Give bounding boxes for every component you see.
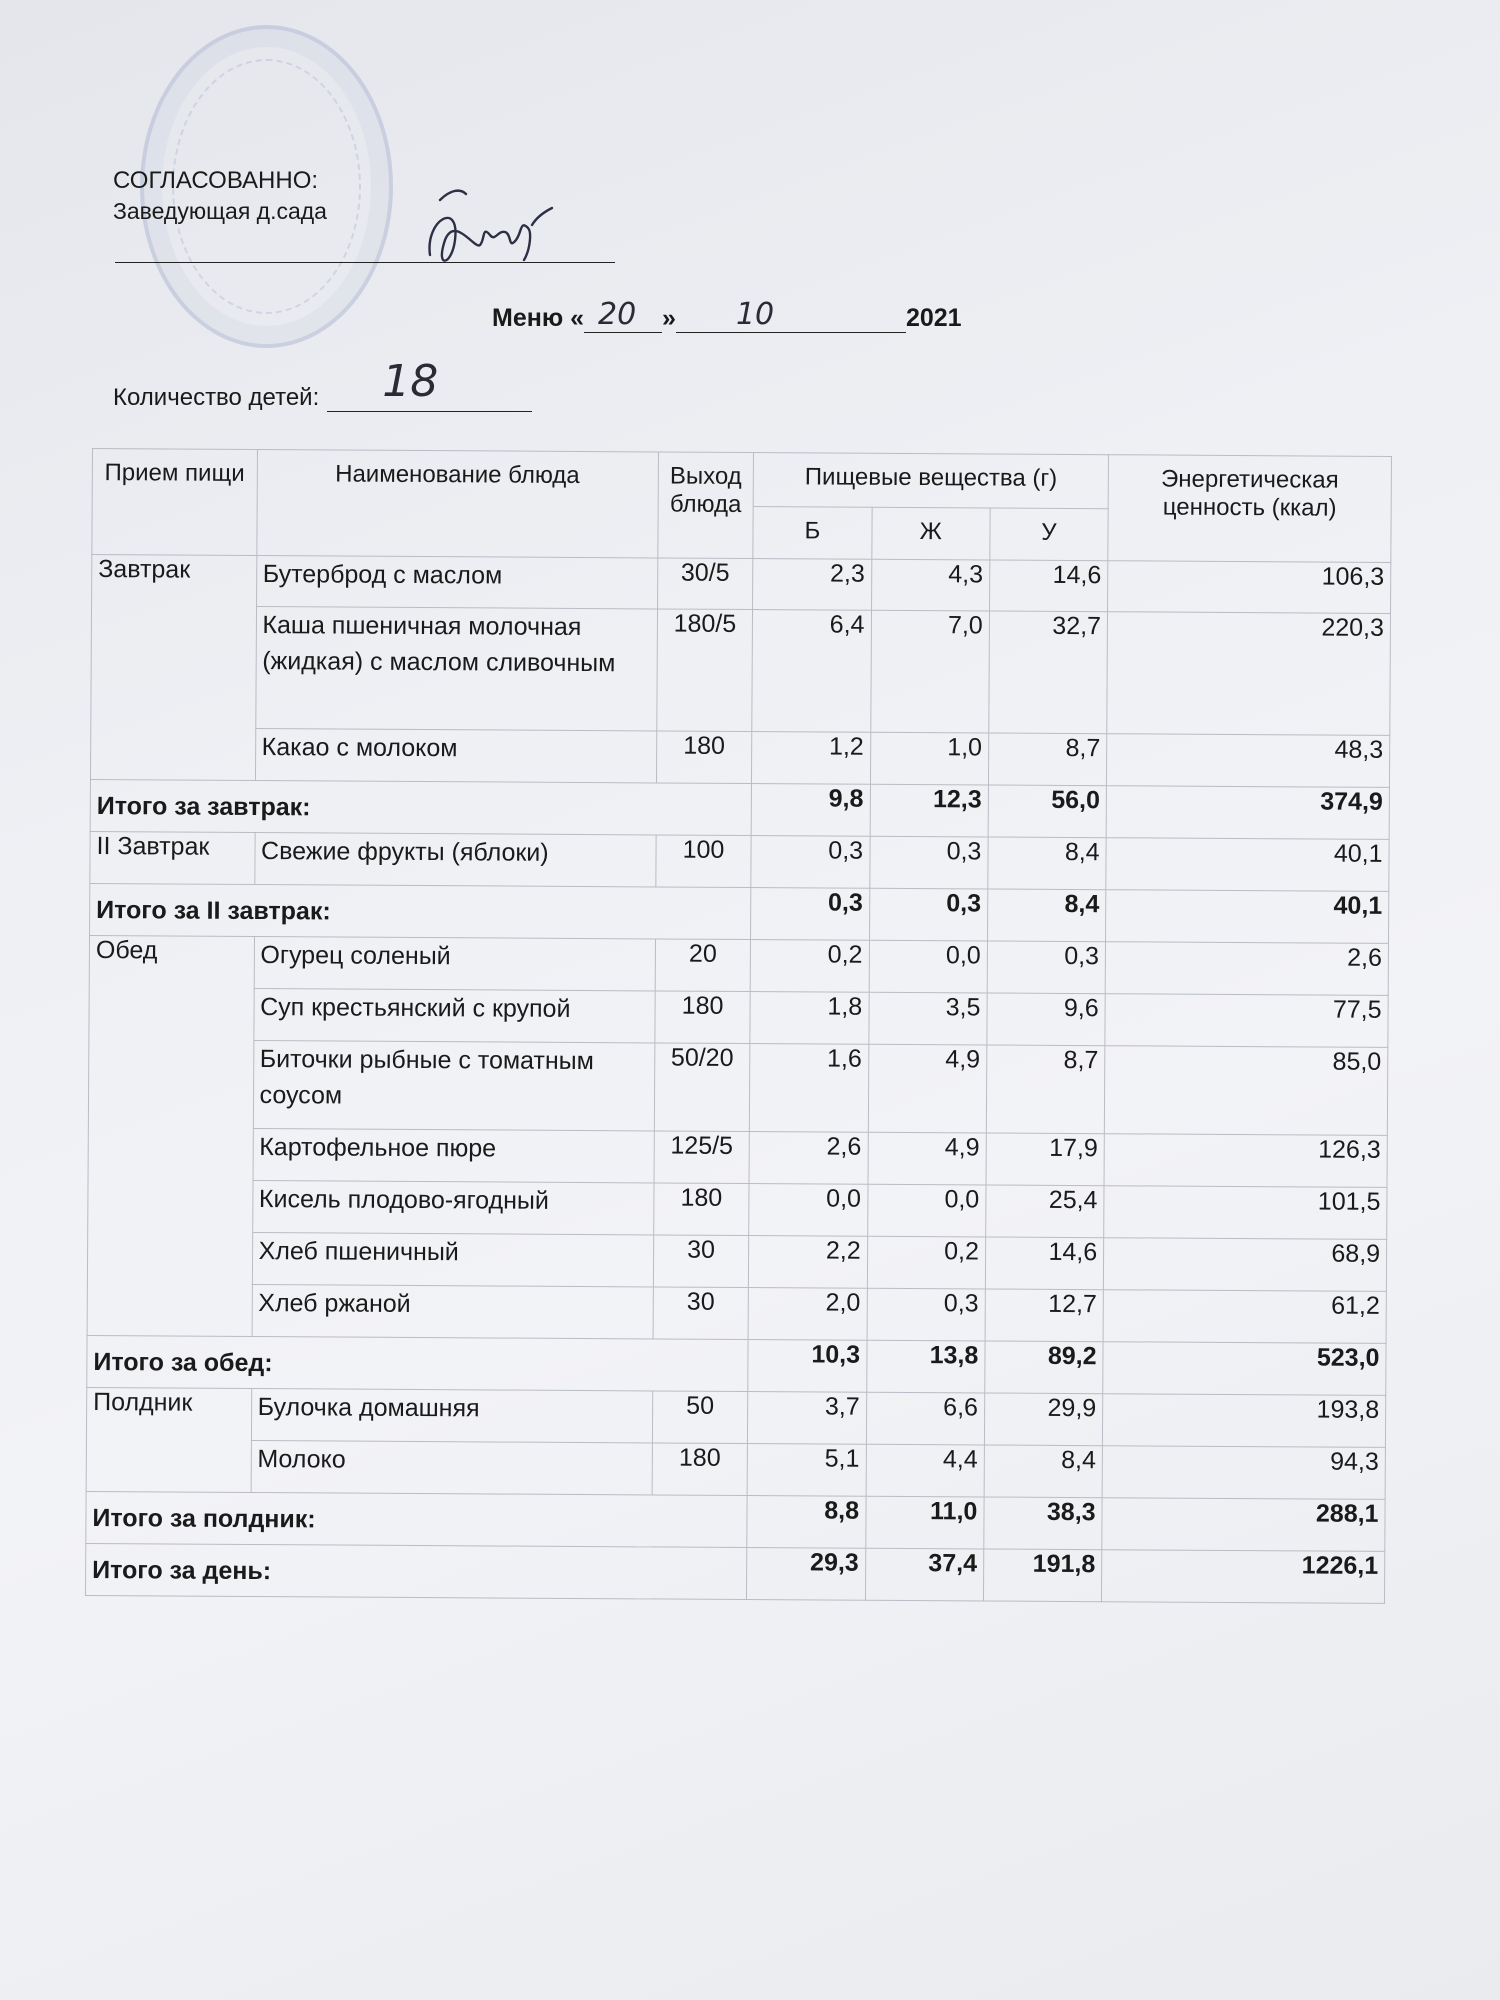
table-row: Какао с молоком 180 1,2 1,0 8,7 48,3 [90,727,1389,787]
table-row: Молоко 180 5,1 4,4 8,4 94,3 [86,1439,1385,1499]
children-count-row [113,356,532,412]
total-row-breakfast2: Итого за II завтрак: 0,3 0,3 8,4 40,1 [90,883,1389,943]
table-row: Обед Огурец соленый 20 0,2 0,0 0,3 2,6 [89,935,1388,995]
total-row-snack: Итого за полдник: 8,8 11,0 38,3 288,1 [86,1491,1385,1551]
signature-line [115,262,615,263]
total-row-breakfast: Итого за завтрак: 9,8 12,3 56,0 374,9 [90,779,1389,839]
menu-year: 2021 [905,304,962,332]
col-carbs-header: У [990,508,1109,561]
meal-snack: Полдник [86,1387,251,1492]
table-row: Кисель плодово-ягодный 180 0,0 0,0 25,4 101,5 [88,1179,1387,1239]
total-row-day: Итого за день: 29,3 37,4 191,8 1226,1 [85,1543,1384,1603]
approval-block [113,165,327,227]
menu-title: Меню « 20 » 10 2021 [492,297,962,332]
menu-table [85,448,1392,1604]
meal-lunch: Обед [87,935,254,1336]
meal-breakfast2: II Завтрак [90,831,255,884]
col-nutrients-header: Пищевые вещества (г) [753,453,1108,509]
table-row: Каша пшеничная молочная (жидкая) с маслом сливочным 180/5 6,4 7,0 32,7 220,3 [91,606,1391,736]
col-name-header: Наименование блюда [256,450,658,558]
table-row: Хлеб пшеничный 30 2,2 0,2 14,6 68,9 [87,1231,1386,1291]
table-row: II Завтрак Свежие фрукты (яблоки) 100 0,3 0,3 8,4 40,1 [90,831,1389,891]
children-count: 18 [382,356,439,407]
table-row: Хлеб ржаной 30 2,0 0,3 12,7 61,2 [87,1283,1386,1343]
menu-day: 20 [598,297,637,332]
meal-breakfast: Завтрак [90,555,256,781]
total-row-lunch: Итого за обед: 10,3 13,8 89,2 523,0 [87,1335,1386,1395]
table-row: Полдник Булочка домашняя 50 3,7 6,6 29,9 193,8 [86,1387,1385,1447]
approval-role: Заведующая д.сада [113,198,327,224]
approval-title: СОГЛАСОВАННО: [113,167,319,194]
children-label: Количество детей: [113,384,320,411]
table-row: Суп крестьянский с крупой 180 1,8 3,5 9,6 77,5 [89,987,1388,1047]
table-row: Картофельное пюре 125/5 2,6 4,9 17,9 126,3 [88,1127,1387,1187]
col-energy-header: Энергетическая ценность (ккал) [1108,455,1392,563]
col-fat-header: Ж [871,507,990,560]
signature-icon [420,180,560,290]
table-row: Биточки рыбные с томатным соусом 50/20 1,6 4,9 8,7 85,0 [88,1039,1388,1135]
menu-month: 10 [735,297,775,332]
col-output-header: Выход блюда [657,452,753,559]
table-row: Завтрак Бутерброд с маслом 30/5 2,3 4,3 14,6 106,3 [92,555,1391,614]
col-meal-header: Прием пищи [92,449,257,556]
col-protein-header: Б [753,507,872,560]
